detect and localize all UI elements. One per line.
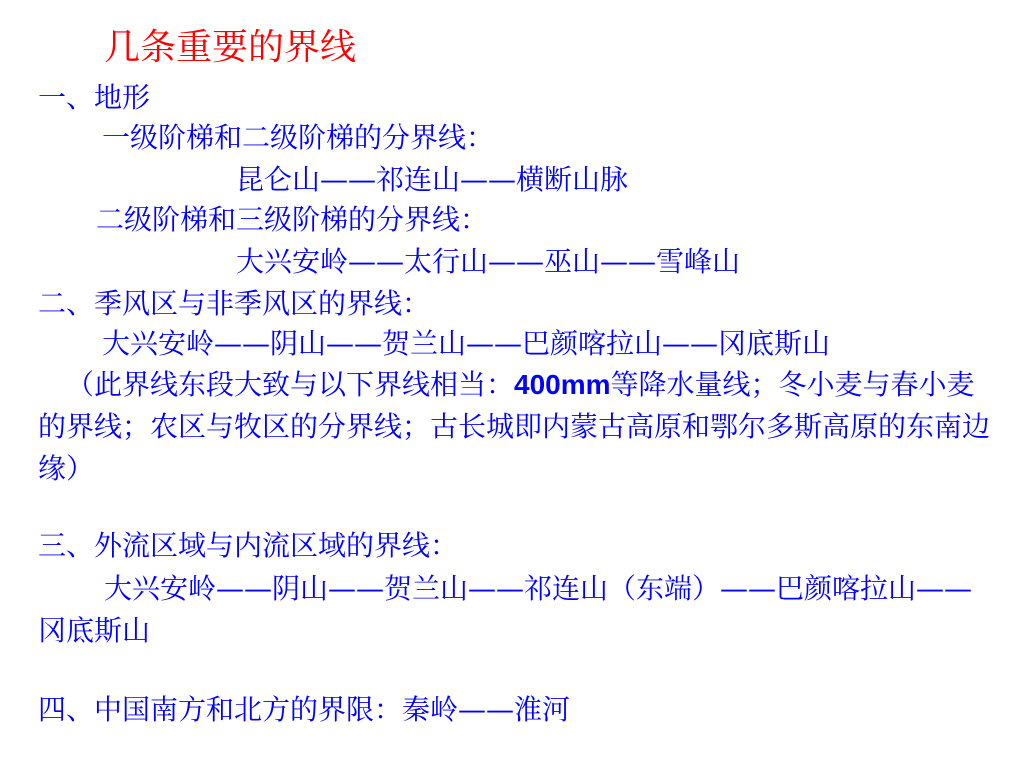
section-monsoon-heading: 二、季风区与非季风区的界线： <box>38 287 431 320</box>
note-precipitation-value: 400mm <box>514 369 611 400</box>
note-suffix: 等降水量线；冬小麦与春小麦的界线；农区与牧区的分界线；古长城即内蒙古高原和鄂尔多斯高原的东南边缘） <box>38 368 991 485</box>
section-drainage-heading: 三、外流区域与内流区域的界线： <box>38 529 459 562</box>
page-title: 几条重要的界线 <box>104 27 357 68</box>
terrain-boundary-1-value: 昆仑山——祁连山——横断山脉 <box>236 163 629 196</box>
terrain-boundary-1-label: 一级阶梯和二级阶梯的分界线： <box>102 121 495 154</box>
monsoon-boundary-value: 大兴安岭——阴山——贺兰山——巴颜喀拉山——冈底斯山 <box>102 327 831 360</box>
drainage-boundary-value: 大兴安岭——阴山——贺兰山——祁连山（东端）——巴颜喀拉山——冈底斯山 <box>38 572 973 647</box>
section-terrain-heading: 一、地形 <box>38 81 151 114</box>
section-north-south-heading: 四、中国南方和北方的界限：秦岭——淮河 <box>38 693 571 726</box>
note-prefix: （此界线东段大致与以下界线相当： <box>66 368 515 401</box>
terrain-boundary-2-label: 二级阶梯和三级阶梯的分界线： <box>96 203 489 236</box>
monsoon-boundary-note <box>38 364 998 490</box>
terrain-boundary-2-value: 大兴安岭——太行山——巫山——雪峰山 <box>236 245 741 278</box>
